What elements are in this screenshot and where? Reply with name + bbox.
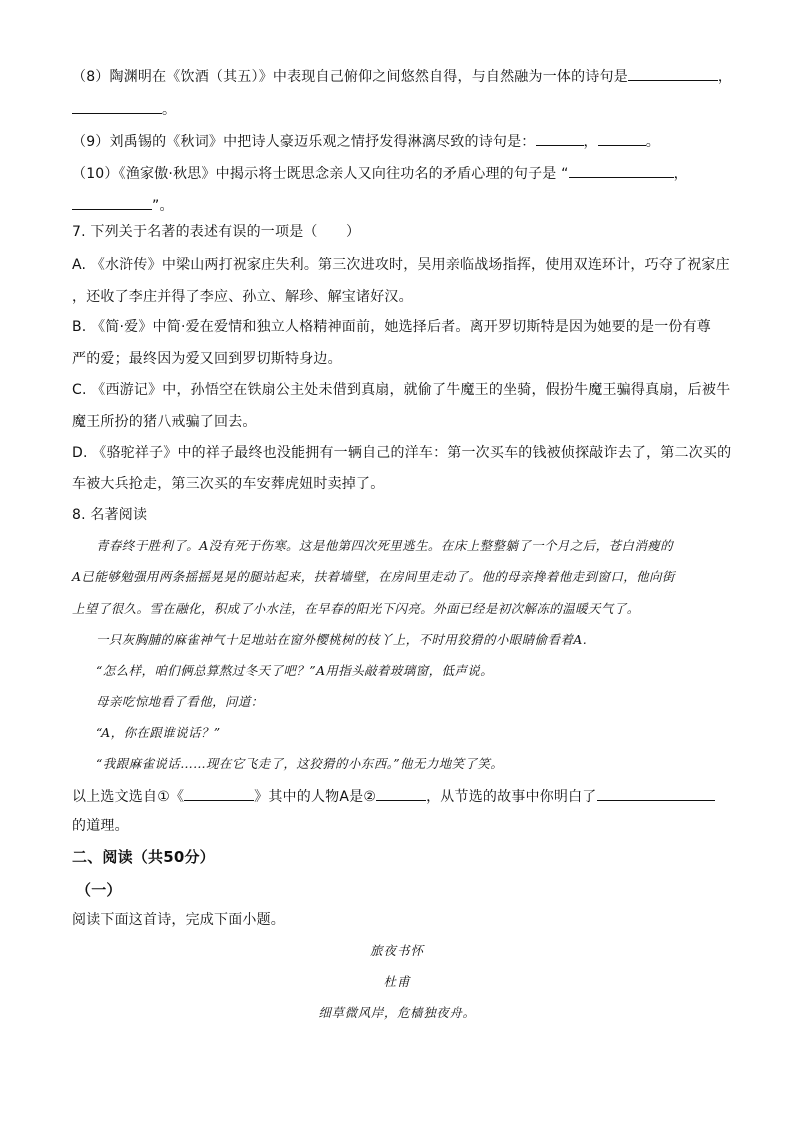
q8-question-cont: 的道理。 (72, 818, 129, 834)
q7-option-c[interactable]: C. 《西游记》中，孙悟空在铁扇公主处未借到真扇，就偷了牛魔王的坐骑，假扮牛魔王骗得真扇，后被牛 (72, 382, 731, 398)
q10-line-2: ”。 (72, 195, 174, 216)
section-title: 二、阅读（共50分） (72, 848, 215, 866)
poem-line: 细草微风岸，危樯独夜舟。 (318, 1005, 476, 1020)
q10-text: （10）《渔家傲·秋思》中揭示将士既思念亲人又向往功名的矛盾心理的句子是 “ (72, 166, 569, 182)
passage-line: A已能够勉强用两条摇摇晃晃的腿站起来，扶着墙壁，在房间里走动了。他的母亲搀着他走到窗口，他向街 (72, 569, 675, 584)
q7-option-d[interactable]: D. 《骆驼祥子》中的祥子最终也没能拥有一辆自己的洋车：第一次买车的钱被侦探敲诈去了，第二次买的 (72, 445, 732, 461)
answer-blank[interactable] (184, 786, 254, 801)
answer-blank[interactable] (598, 131, 646, 146)
answer-blank[interactable] (536, 131, 584, 146)
q8-question: 以上选文选自①《 》其中的人物A是② ，从节选的故事中你明白了 (72, 786, 715, 807)
passage-line: “A，你在跟谁说话？” (96, 725, 221, 740)
answer-blank[interactable] (376, 786, 426, 801)
q7-option-a[interactable]: A. 《水浒传》中梁山两打祝家庄失利。第三次进攻时，吴用亲临战场指挥，使用双连环计，巧夺了祝家庄 (72, 257, 730, 273)
q8-line-2: 。 (72, 99, 176, 120)
passage-line: “我跟麻雀说话……现在它飞走了，这狡猾的小东西。”他无力地笑了笑。 (96, 756, 504, 771)
q7-option-b-cont: 严的爱；最终因为爱又回到罗切斯特身边。 (72, 351, 342, 367)
subsection-title: （一） (76, 881, 122, 899)
answer-blank[interactable] (569, 163, 674, 178)
answer-blank[interactable] (72, 195, 152, 210)
answer-blank[interactable] (597, 786, 715, 801)
poem-title: 旅夜书怀 (369, 943, 424, 958)
q7-option-d-cont: 车被大兵抢走，第三次买的车安葬虎妞时卖掉了。 (72, 476, 385, 492)
q9-text: （9）刘禹锡的《秋词》中把诗人豪迈乐观之情抒发得淋漓尽致的诗句是： (72, 134, 536, 150)
q8-text: （8）陶渊明在《饮酒（其五）》中表现自己俯仰之间悠然自得，与自然融为一体的诗句是 (72, 69, 628, 85)
q7-stem: 7. 下列关于名著的表述有误的一项是（ ） (72, 224, 361, 240)
passage-line: “怎么样，咱们俩总算熬过冬天了吧？”A用指头敲着玻璃窗，低声说。 (96, 663, 494, 678)
q7-option-b[interactable]: B. 《简·爱》中简·爱在爱情和独立人格精神面前，她选择后者。离开罗切斯特是因为她要的是一份有尊 (72, 319, 712, 335)
q10-line: （10）《渔家傲·秋思》中揭示将士既思念亲人又向往功名的矛盾心理的句子是 “ ， (72, 163, 688, 184)
q8-line: （8）陶渊明在《饮酒（其五）》中表现自己俯仰之间悠然自得，与自然融为一体的诗句是 ， (72, 66, 732, 87)
passage-line: 母亲吃惊地看了看他，问道： (96, 694, 264, 709)
poem-author: 杜甫 (383, 974, 411, 989)
passage-line: 青春终于胜利了。A没有死于伤寒。这是他第四次死里逃生。在床上整整躺了一个月之后，苍白消瘦的 (96, 538, 674, 553)
passage-line: 一只灰胸脯的麻雀神气十足地站在窗外樱桃树的枝丫上，不时用狡猾的小眼睛偷看着A. (96, 632, 588, 647)
passage-line: 上望了很久。雪在融化，积成了小水洼，在早春的阳光下闪亮。外面已经是初次解冻的温暖天气了。 (72, 601, 640, 616)
q7-option-a-cont: ，还收了李庄并得了李应、孙立、解珍、解宝诸好汉。 (72, 289, 413, 305)
q9-line: （9）刘禹锡的《秋词》中把诗人豪迈乐观之情抒发得淋漓尽致的诗句是： ， 。 (72, 131, 660, 152)
answer-blank[interactable] (628, 66, 718, 81)
q8-title: 8. 名著阅读 (72, 507, 148, 523)
reading-instruction: 阅读下面这首诗，完成下面小题。 (72, 912, 285, 928)
answer-blank[interactable] (72, 99, 162, 114)
q7-option-c-cont: 魔王所扮的猪八戒骗了回去。 (72, 414, 257, 430)
